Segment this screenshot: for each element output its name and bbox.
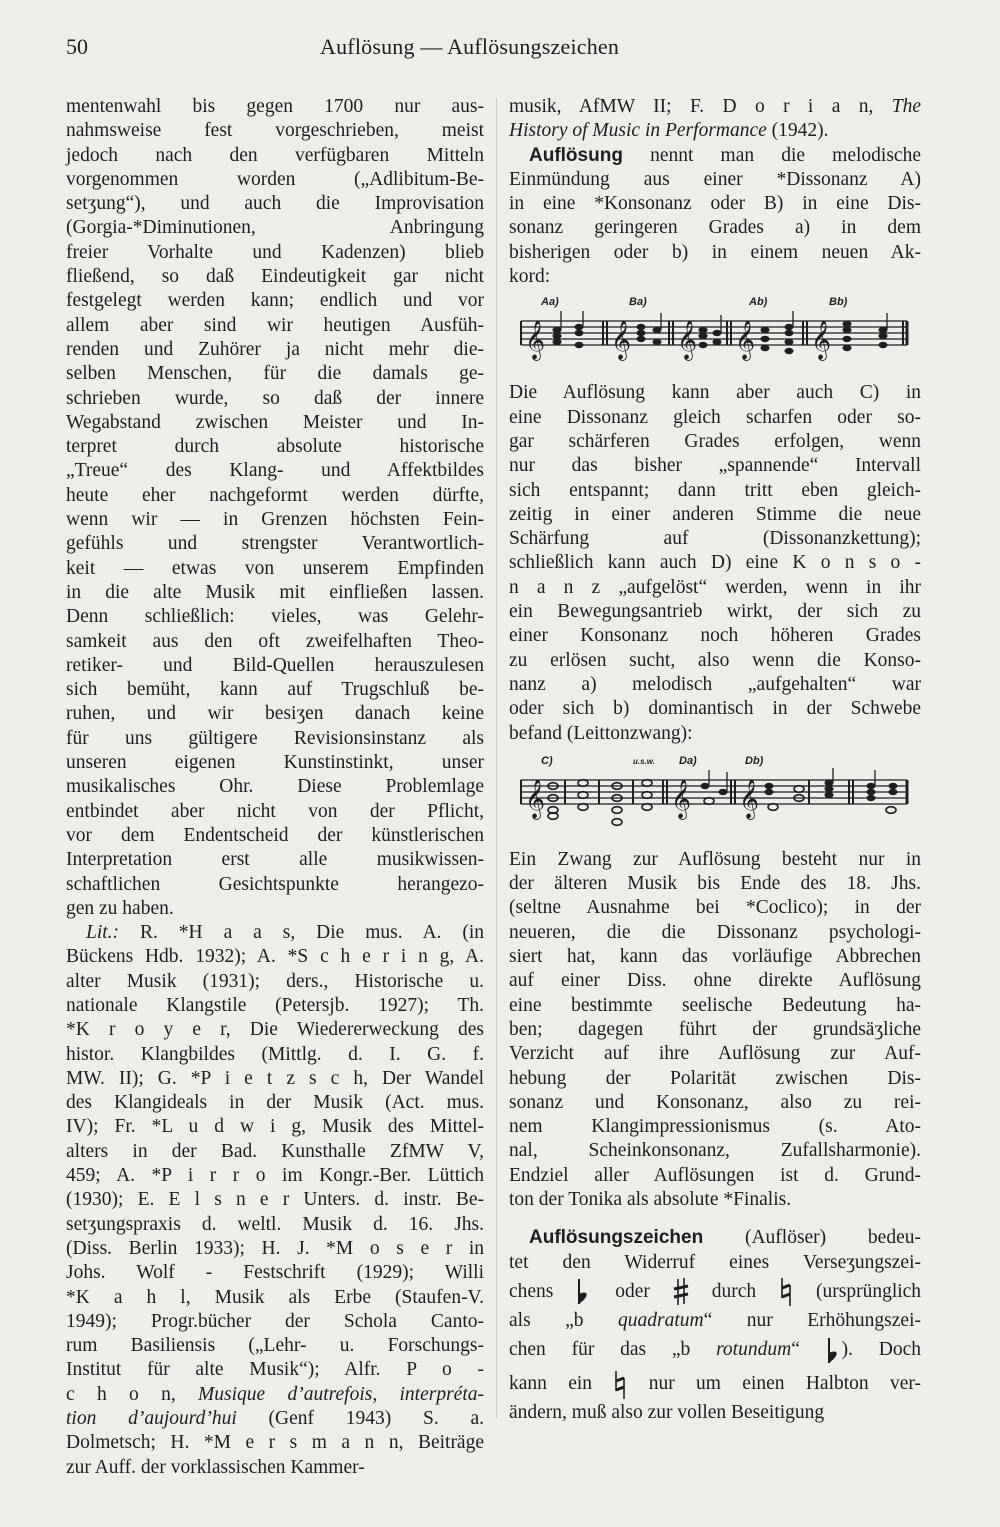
text-line: setʒung“), und auch die Improvisation	[66, 193, 484, 215]
entry-line: Ein Zwang zur Auflösung besteht nur in	[509, 848, 921, 870]
svg-text:𝄞: 𝄞	[671, 778, 692, 819]
literature-line: musik, AfMW II; F. D o r i a n, The	[509, 96, 921, 117]
entry-line: eine bestimmte seelische Bedeutung ha-	[509, 994, 921, 1016]
text-line: freier Vorhalte und Kadenzen) blieb	[66, 241, 484, 263]
natural-icon	[779, 1277, 793, 1307]
entry-line: chens oder durch (ursprünglich	[509, 1275, 921, 1309]
entry-line: zu erlösen sucht, also wenn die Konso-	[509, 649, 921, 671]
flat-icon	[576, 1278, 592, 1306]
literature-line: histor. Klangbildes (Mittlg. d. I. G. f.	[66, 1043, 484, 1065]
entry-line: sich entspannt; dann tritt eben gleich-	[509, 479, 921, 501]
literature-line: (1930); E. E l s n e r Unters. d. instr. Be-	[66, 1189, 484, 1211]
text-line: samkeit aus den oft zweifelhaften Theo-	[66, 630, 484, 652]
natural-icon	[613, 1370, 627, 1400]
entry-line: auf einer Diss. ohne direkte Auflösung	[509, 970, 921, 992]
entry-line: der älteren Musik bis Ende des 18. Jhs.	[509, 873, 921, 895]
entry-line: ändern, muß also zur vollen Beseitigung	[509, 1402, 825, 1424]
literature-label: Lit.:	[86, 922, 120, 944]
text-line: Wegabstand zwischen Meister und In-	[66, 411, 484, 433]
right-column	[509, 95, 921, 1425]
text-line: schaftlichen Gesichtspunkte herangezo-	[66, 873, 484, 895]
literature-line: alters in der Bad. Kunsthalle ZfMW V,	[66, 1140, 484, 1162]
text-line: gen zu haben.	[66, 897, 174, 919]
literature-block	[66, 921, 484, 1480]
literature-line: MW. II); G. *P i e t z s c h, Der Wandel	[66, 1067, 484, 1089]
literature-line: setʒungspraxis d. weltl. Musik d. 16. Jhs.	[66, 1213, 484, 1235]
text-line: renden und Zuhörer ja nicht mehr die-	[66, 338, 484, 360]
music-example-resolution	[509, 293, 909, 375]
literature-line: alter Musik (1931); ders., Historische u.	[66, 970, 484, 992]
literature-line: nationale Klangstile (Petersjb. 1927); Th.	[66, 994, 484, 1016]
svg-text:𝄞: 𝄞	[611, 320, 632, 361]
text-line: nahmsweise fest vorgeschrieben, meist	[66, 120, 484, 142]
flat-icon	[826, 1337, 842, 1365]
example-label: C)	[541, 754, 553, 767]
example-label: Ab)	[749, 296, 768, 309]
text-line: ruhen, und wir besiʒen danach keine	[66, 703, 484, 725]
book-title: History of Music in Performance	[509, 120, 767, 142]
text-line: unseren eigenen Kunstinstinkt, unser	[66, 752, 484, 774]
text-line: schrieben wurde, so daß der innere	[66, 387, 484, 409]
entry-line: zeitig in einer anderen Stimme die neue	[509, 503, 921, 525]
page-number: 50	[66, 34, 88, 59]
literature-line: Dolmetsch; H. *M e r s m a n n, Beiträge	[66, 1432, 484, 1454]
example-label: u.s.w.	[633, 756, 655, 766]
entry-line: tet den Widerruf eines Verseʒungszei-	[509, 1251, 921, 1273]
entry-line: in eine *Konsonanz oder B) in eine Dis-	[509, 193, 921, 215]
literature-line: 1949); Progr.bücher der Schola Canto-	[66, 1310, 484, 1332]
entry-line: ein Bewegungsantrieb wirkt, der sich zu	[509, 601, 921, 623]
entry-line: nur das bisher „spannende“ Intervall	[509, 455, 921, 477]
entry-line: kann ein nur um einen Halbton ver-	[509, 1367, 921, 1401]
entry-line: neueren, die die Dissonanz psychologi-	[509, 921, 921, 943]
svg-text:𝄞: 𝄞	[735, 320, 756, 361]
entry-line: nanz a) melodisch „aufgehalten“ war	[509, 673, 921, 695]
entry-line: n a n z „aufgelöst“ werden, wenn in ihr	[509, 576, 921, 598]
svg-text:𝄞: 𝄞	[525, 778, 546, 819]
literature-line: rum Basiliensis („Lehr- u. Forschungs-	[66, 1335, 484, 1357]
text-line: selben Menschen, für die damals ge-	[66, 363, 484, 385]
entry-line: bisherigen oder b) in einem neuen Ak-	[509, 241, 921, 263]
entry-line: befand (Leittonzwang):	[509, 722, 693, 744]
book-title: Musique d’autrefois, interpréta-	[198, 1383, 484, 1405]
entry-line: nal, Scheinkonsonanz, Zufallsharmonie).	[509, 1140, 921, 1162]
literature-line: Johs. Wolf - Festschrift (1929); Willi	[66, 1262, 484, 1284]
entry-line: chen für das „b rotundum“ ). Doch	[509, 1333, 921, 1367]
text-line: festgelegt werden kann; endlich und vor	[66, 290, 484, 312]
text-line: entbindet aber nicht von der Pflicht,	[66, 800, 484, 822]
sharp-icon	[673, 1277, 689, 1307]
entry-line: Schärfung auf (Dissonanzkettung);	[509, 528, 921, 550]
entry-line: sonanz und Konsonanz, also zu rei-	[509, 1091, 921, 1113]
running-head: Auflösung — Auflösungszeichen	[320, 34, 620, 59]
svg-text:𝄞: 𝄞	[677, 320, 698, 361]
text-line: (Gorgia-*Diminutionen, Anbringung	[66, 217, 484, 239]
entry-line: oder sich b) dominantisch in der Schwebe	[509, 698, 921, 720]
text-line: gefühls und strengster Verantwortlich-	[66, 533, 484, 555]
entry-line: siert hat, kann das vorläufige Abbrechen	[509, 946, 921, 968]
entry-line: gar schärferen Grades erfolgen, wenn	[509, 430, 921, 452]
literature-line: Lit.: R. *H a a s, Die mus. A. (in	[86, 922, 484, 944]
column-rule	[496, 98, 497, 1418]
text-line: fließend, so daß Eindeutigkeit gar nicht	[66, 266, 484, 288]
entry-line: Einmündung aus einer *Dissonanz A)	[509, 168, 921, 190]
literature-line: (Diss. Berlin 1933); H. J. *M o s e r in	[66, 1237, 484, 1259]
entry-line: einer Konsonanz noch höheren Grades	[509, 625, 921, 647]
text-line: vor dem Endentscheid der künstlerischen	[66, 824, 484, 846]
literature-line: zur Auff. der vorklassischen Kammer-	[66, 1456, 365, 1478]
literature-line: History of Music in Performance (1942).	[509, 120, 829, 142]
headword-aufloesungszeichen: Auflösungszeichen	[529, 1227, 704, 1249]
text-line: heute eher nachgeformt werden dürfte,	[66, 484, 484, 506]
svg-text:𝄞: 𝄞	[811, 320, 832, 361]
entry-line: ton der Tonika als absolute *Finalis.	[509, 1188, 792, 1210]
literature-line: des Klangideals in der Musik (Act. mus.	[66, 1092, 484, 1114]
text-line: in die alte Musik mit einfließen lassen.	[66, 581, 484, 603]
entry-line: hebung der Polarität zwischen Dis-	[509, 1067, 921, 1089]
text-line: sich bemüht, kann auf Trugschluß be-	[66, 679, 484, 701]
text-line: terpret durch absolute historische	[66, 436, 484, 458]
entry-line: (seltne Ausnahme bei *Coclico); in der	[509, 897, 921, 919]
text-line: mentenwahl bis gegen 1700 nur aus-	[66, 96, 484, 117]
example-label: Bb)	[829, 296, 848, 309]
text-line: jedoch nach den verfügbaren Mitteln	[66, 144, 484, 166]
entry-line: kord:	[509, 266, 551, 288]
literature-line: Institut für alte Musik“); Alfr. P o -	[66, 1359, 484, 1381]
literature-line: *K r o y e r, Die Wiedererweckung des	[66, 1019, 484, 1041]
entry-line: nem Klangimpressionismus (s. Ato-	[509, 1116, 921, 1138]
literature-line: tion d’aujourd’hui (Genf 1943) S. a.	[66, 1408, 484, 1430]
left-column	[66, 95, 484, 1480]
entry-line: eine Dissonanz gleich scharfen oder so-	[509, 406, 921, 428]
text-line: „Treue“ des Klang- und Affektbildes	[66, 460, 484, 482]
text-line: musikalisches Ohr. Diese Problemlage	[66, 776, 484, 798]
literature-line: Bückens Hdb. 1932); A. *S c h e r i n g, A.	[66, 946, 484, 968]
entry-line: Auflösungszeichen (Auflöser) bedeu-	[529, 1227, 921, 1249]
text-line: retiker- und Bild-Quellen herauszulesen	[66, 654, 484, 676]
text-line: Interpretation erst alle musikwissen-	[66, 849, 484, 871]
music-example-dissonance-chain	[509, 750, 909, 842]
text-line: allem aber sind wir heutigen Ausfüh-	[66, 314, 484, 336]
entry-line: Die Auflösung kann aber auch C) in	[509, 382, 921, 404]
text-line: vorgenommen worden („Adlibitum-Be-	[66, 168, 484, 190]
entry-line: Endziel aller Auflösungen ist d. Grund-	[509, 1164, 921, 1186]
entry-line: als „b quadratum“ nur Erhöhungszei-	[509, 1309, 921, 1331]
example-label: Db)	[745, 754, 764, 767]
svg-text:𝄞: 𝄞	[525, 320, 546, 361]
entry-line: Auflösung nennt man die melodische	[529, 144, 921, 166]
example-label: Aa)	[541, 296, 559, 309]
example-label: Da)	[679, 754, 697, 767]
literature-line: 459; A. *P i r r o im Kongr.-Ber. Lüttich	[66, 1165, 484, 1187]
paragraph-continuation	[66, 95, 484, 921]
entry-line: ben; dagegen führt der grundsäʒliche	[509, 1018, 921, 1040]
headword-aufloesung: Auflösung	[529, 144, 623, 166]
literature-line: c h o n, Musique d’autrefois, interpréta-	[66, 1383, 484, 1405]
literature-line: IV); Fr. *L u d w i g, Musik des Mittel-	[66, 1116, 484, 1138]
text-line: Denn schließlich: vieles, was Gelehr-	[66, 606, 484, 628]
text-line: für uns gültigere Revisionsinstanz als	[66, 727, 484, 749]
entry-line: Verzicht auf ihre Auflösung zur Auf-	[509, 1043, 921, 1065]
svg-text:𝄞: 𝄞	[739, 778, 760, 819]
entry-line: sonanz geringeren Grades a) in dem	[509, 217, 921, 239]
text-line: wenn wir — in Grenzen höchsten Fein-	[66, 509, 484, 531]
literature-line: *K a h l, Musik als Erbe (Staufen-V.	[66, 1286, 484, 1308]
example-label: Ba)	[629, 296, 647, 309]
text-line: keit — etwas von unserem Empfinden	[66, 557, 484, 579]
entry-line: schließlich kann auch D) eine K o n s o -	[509, 552, 921, 574]
book-title: tion d’aujourd’hui	[66, 1408, 237, 1430]
